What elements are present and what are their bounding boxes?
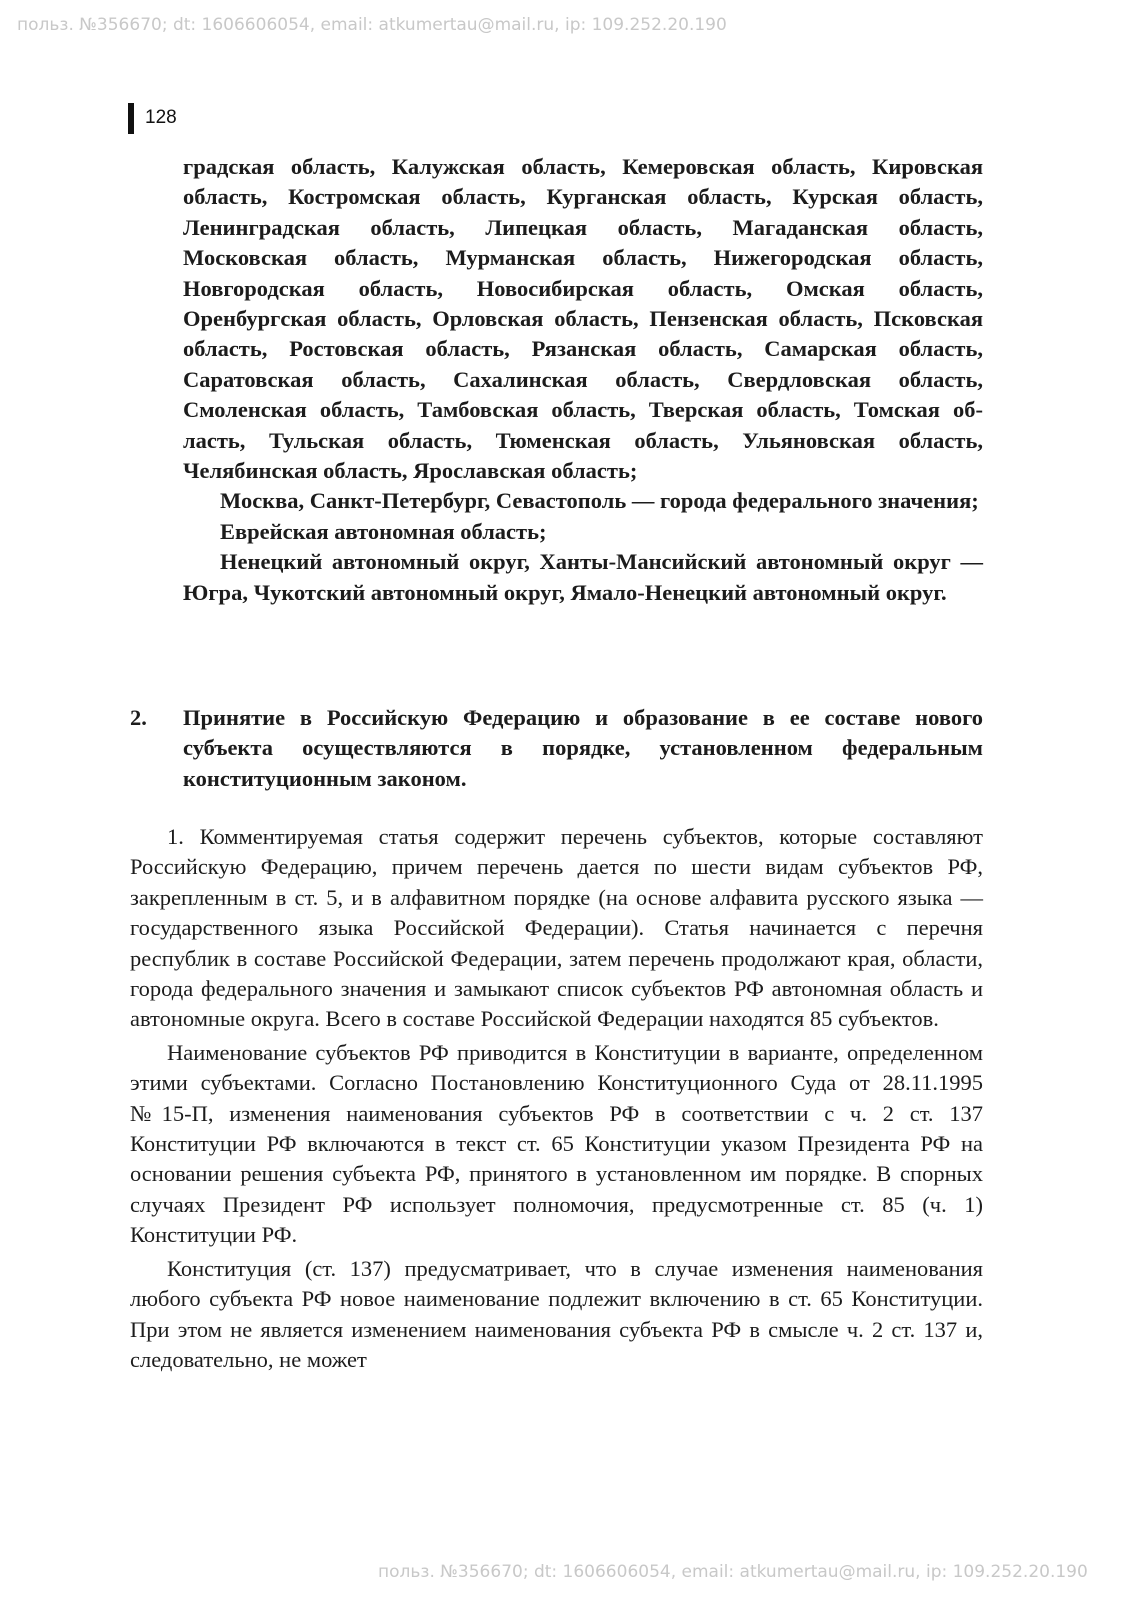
autonomous-okrugs-list: Ненецкий автономный округ, Ханты-Мансийский автономный округ — Югра, Чукотский автономный округ, Ямало-Ненецкий автономный округ. — [183, 549, 983, 605]
commentary-paragraph-3: Конституция (ст. 137) предусматривает, что в случае изменения наименования любого субъекта РФ новое наименование подлежит включению в ст. 65 Конституции. При этом не является изменением наименования субъекта РФ в смысле ч. 2 ст. 137 и, следовательно, не может — [130, 1255, 983, 1372]
watermark-bottom: польз. №356670; dt: 1606606054, email: atkumertau@mail.ru, ip: 109.252.20.190 — [378, 1562, 1088, 1582]
federal-cities-list: Москва, Санкт-Петербург, Севастополь — города федерального значения; — [220, 488, 979, 514]
commentary-paragraph-2: Наименование субъектов РФ приводится в Конституции в варианте, определенном этими субъектами. Согласно Постановлению Конституционного Суда от 28.11.1995 №15-П, изменения наименования субъектов РФ в соответствии с ч. 2 ст. 137 Конституции РФ включаются в текст ст. 65 Конституции указом Президента РФ на основании решения субъекта РФ, принятого в установленном им порядке. В спорных случаях Президент РФ использует полномочия, предусмотренные ст. 85 (ч. 1) Конституции РФ. — [130, 1039, 983, 1248]
oblasts-list: градская область, Калужская область, Кемеровская область, Кировская область, Костромская область, Курганская область, Курская область, Ленинградская область, Липецкая область, Магаданская область, Московская область, Мурманская область, Нижегородская область, Новгородская область, Новосибирская область, Омская область, Оренбургская область, Орловская область, Пензенская область, Псковская область, Ростовская область, Рязанская область, Самарская область, Саратовская область, Сахалинская область, Свердловская область, Смоленская область, Тамбовская область, Тверская область, Томская область, Тульская область, Тюменская область, Ульяновская область, Челябинская область, Ярославская область; — [183, 154, 983, 484]
article-item-2-number: 2. — [130, 705, 147, 730]
article-item-2-text: Принятие в Российскую Федерацию и образование в ее составе нового субъекта осуществляются в порядке, установленном федеральным конституционным законом. — [183, 705, 983, 791]
page-number: 128 — [145, 107, 177, 128]
autonomous-oblast-list: Еврейская автономная область; — [220, 518, 547, 544]
commentary-paragraph-1: 1. Комментируемая статья содержит перечень субъектов, которые составляют Российскую Федерацию, причем перечень дается по шести видам субъектов РФ, закрепленным в ст. 5, и в алфавитном порядке (на основе алфавита русского языка — государственного языка Российской Федерации). Статья начинается с перечня республик в составе Российской Федерации, затем перечень продолжают края, области, города федерального значения и замыкают список субъектов РФ автономная область и автономные округа. Всего в составе Российской Федерации находятся 85 субъектов. — [130, 824, 983, 1032]
watermark-top: польз. №356670; dt: 1606606054, email: atkumertau@mail.ru, ip: 109.252.20.190 — [17, 15, 727, 35]
commentary-section — [130, 822, 983, 1378]
constitution-article-text — [183, 152, 983, 608]
page-number-marker — [128, 103, 134, 134]
